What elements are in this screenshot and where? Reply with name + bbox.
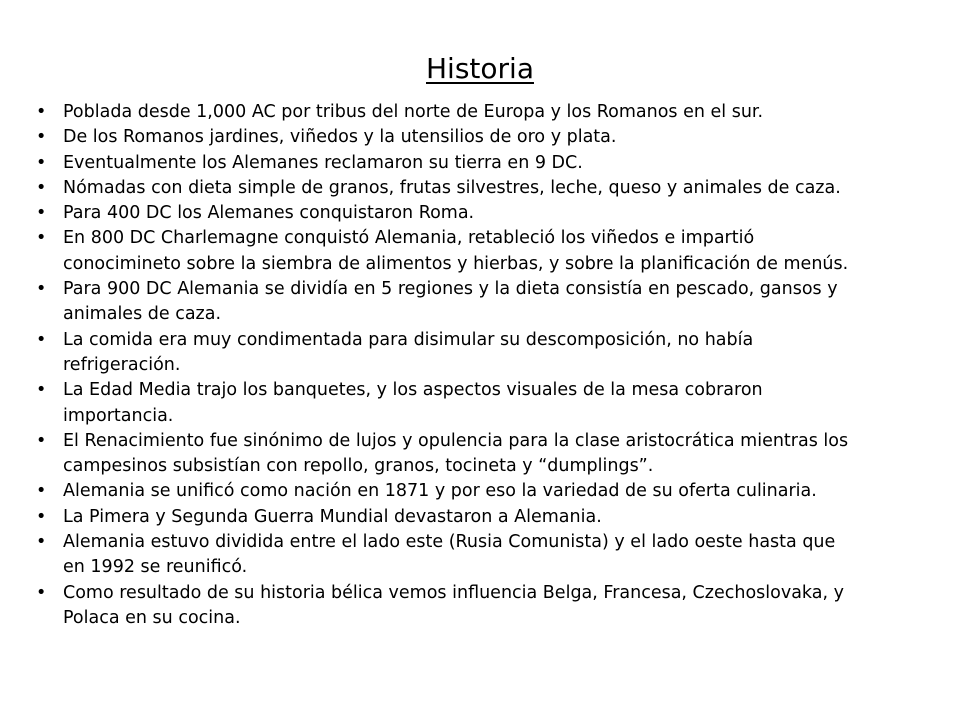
bullet-dot-icon: • (36, 102, 47, 122)
bullet-dot-icon: • (36, 506, 47, 527)
bullet-item (36, 201, 936, 226)
bullet-item (36, 581, 936, 632)
bullet-item (36, 100, 936, 125)
bullet-item (36, 176, 936, 201)
bullet-dot-icon: • (36, 532, 47, 553)
bullet-text: Poblada desde 1,000 AC por tribus del norte de Europa y los Romanos en el sur. (63, 102, 764, 122)
bullet-text: Para 400 DC los Alemanes conquistaron Roma. (63, 203, 475, 224)
bullet-dot-icon: • (36, 127, 47, 148)
bullet-text: En 800 DC Charlemagne conquistó Alemania, retableció los viñedos e impartió conocimineto sobre la siembra de alimentos y hierbas, y sobre la planificación de menús. (63, 228, 849, 274)
bullet-item (36, 429, 936, 480)
bullet-dot-icon: • (36, 203, 47, 224)
bullet-text: El Renacimiento fue sinónimo de lujos y opulencia para la clase aristocrática mientras los campesinos subsistían con repollo, granos, tocineta y “dumplings”. (63, 430, 849, 477)
bullet-text: Como resultado de su historia bélica vemos influencia Belga, Francesa, Czechoslovaka, y Polaca en su cocina. (63, 582, 844, 628)
bullet-dot-icon: • (36, 329, 47, 350)
bullet-dot-icon: • (36, 152, 47, 173)
bullet-dot-icon: • (36, 430, 47, 451)
bullet-item (36, 277, 936, 328)
bullet-dot-icon: • (36, 177, 47, 198)
bullet-text: La comida era muy condimentada para disimular su descomposición, no había refrigeración. (63, 329, 754, 375)
bullet-dot-icon: • (36, 380, 47, 401)
bullet-list (36, 100, 936, 631)
bullet-text: Eventualmente los Alemanes reclamaron su tierra en 9 DC. (63, 152, 583, 173)
bullet-item (36, 151, 936, 176)
bullet-item (36, 505, 936, 530)
bullet-text: Alemania se unificó como nación en 1871 y por eso la variedad de su oferta culinaria. (63, 481, 817, 502)
bullet-text: Nómadas con dieta simple de granos, frutas silvestres, leche, queso y animales de caza. (63, 177, 841, 198)
slide-title-text: Historia (426, 52, 534, 85)
bullet-dot-icon: • (36, 582, 47, 603)
bullet-item (36, 328, 936, 379)
bullet-item (36, 125, 936, 150)
bullet-dot-icon: • (36, 279, 47, 300)
bullet-dot-icon: • (36, 481, 47, 502)
bullet-item (36, 378, 936, 429)
bullet-dot-icon: • (36, 228, 47, 249)
bullet-text: Para 900 DC Alemania se dividía en 5 regiones y la dieta consistía en pescado, gansos y animales de caza. (63, 279, 838, 325)
bullet-text: La Edad Media trajo los banquetes, y los aspectos visuales de la mesa cobraron importancia. (63, 380, 763, 426)
slide-title (0, 50, 960, 88)
bullet-item (36, 530, 936, 581)
bullet-text: La Pimera y Segunda Guerra Mundial devastaron a Alemania. (63, 506, 602, 527)
bullet-text: Alemania estuvo dividida entre el lado este (Rusia Comunista) y el lado oeste hasta que en 1992 se reunificó. (63, 532, 836, 578)
bullet-text: De los Romanos jardines, viñedos y la utensilios de oro y plata. (63, 127, 617, 148)
bullet-item (36, 226, 936, 277)
bullet-item (36, 479, 936, 504)
